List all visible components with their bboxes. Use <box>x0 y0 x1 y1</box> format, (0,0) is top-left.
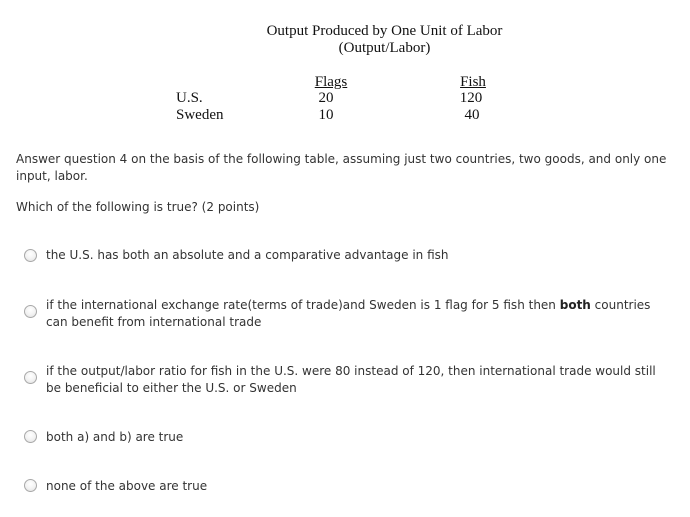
option-b-label: if the international exchange rate(terms of trade)and Sweden is 1 flag for 5 fish then both countries can benefit from international trade <box>46 298 651 329</box>
output-table-figure <box>157 13 536 137</box>
table-subtitle: (Output/Labor) <box>338 40 431 56</box>
table-title: Output Produced by One Unit of Labor <box>266 23 503 39</box>
option-c-label: if the output/labor ratio for fish in the U.S. were 80 instead of 120, then international trade would still be beneficial to either the U.S. or Sweden <box>46 364 656 395</box>
row-label-us: U.S. <box>176 90 203 106</box>
cell-sweden-fish: 40 <box>464 107 480 123</box>
column-header-flags: Flags <box>314 74 348 90</box>
column-header-fish: Fish <box>460 74 486 90</box>
radio-button-a[interactable] <box>24 249 37 262</box>
radio-button-e[interactable] <box>24 479 37 492</box>
question-intro: Answer question 4 on the basis of the following table, assuming just two countries, two goods, and only one input, labor. <box>16 152 667 183</box>
cell-sweden-flags: 10 <box>318 107 334 123</box>
option-a-label: the U.S. has both an absolute and a comparative advantage in fish <box>46 248 449 262</box>
option-d-label: both a) and b) are true <box>46 430 184 444</box>
cell-us-flags: 20 <box>318 90 334 106</box>
radio-button-c[interactable] <box>24 371 37 384</box>
cell-us-fish: 120 <box>459 90 483 106</box>
radio-button-b[interactable] <box>24 305 37 318</box>
radio-button-d[interactable] <box>24 430 37 443</box>
option-b-emphasis: both <box>559 298 591 312</box>
option-e-label: none of the above are true <box>46 479 208 493</box>
question-prompt: Which of the following is true? (2 points) <box>16 200 260 214</box>
row-label-sweden: Sweden <box>176 107 224 123</box>
